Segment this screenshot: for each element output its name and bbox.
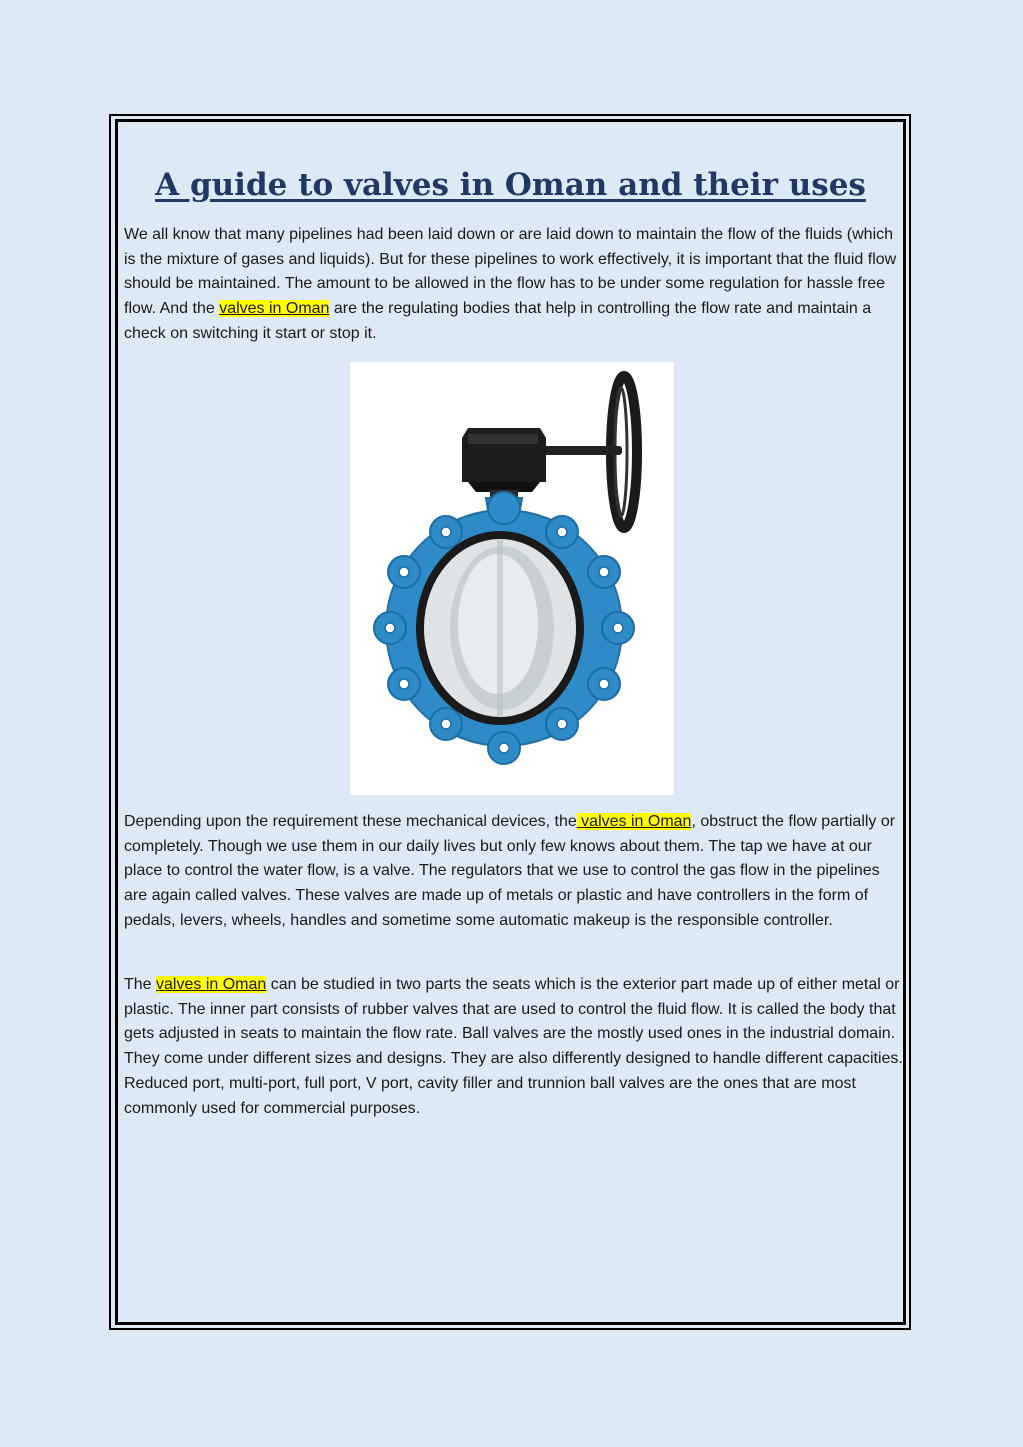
valves-in-oman-link-3[interactable]: valves in Oman (156, 976, 267, 993)
gearbox (462, 428, 546, 498)
valves-in-oman-link-1[interactable]: valves in Oman (219, 300, 330, 318)
butterfly-valve-image (350, 362, 674, 795)
valve-seat-and-disc (416, 531, 584, 725)
intro-text-before: We all know that many pipelines had been laid down or are laid down to maintain the flow of the fluids (which is the mixture of gases and liquids). But for these pipelines to work effectively, it is important that the fluid flow should be maintained. The amount to be allowed in the flow has to be under some regulation for hassle free flow. And the (124, 226, 897, 318)
parts-text-before: The (124, 976, 157, 993)
valves-in-oman-link-2[interactable]: valves in Oman (576, 813, 692, 830)
parts-text-after: can be studied in two parts the seats which is the exterior part made up of either metal or plastic. The inner part consists of rubber valves that are used to control the fluid flow. It is called the body that gets adjusted in seats to maintain the flow rate. Ball valves are the mostly used ones in the industrial domain. They come under different sizes and designs. They are also differently designed to handle different capacities. Reduced port, multi-port, full port, V port, cavity filler and trunnion ball valves are the ones that are most commonly used for commercial purposes. (124, 976, 903, 1117)
intro-text-after: are the regulating bodies that help in controlling the flow rate and maintain a check on switching it start or stop it. (124, 300, 872, 342)
butterfly-valve-icon (350, 362, 674, 795)
intro-paragraph (124, 223, 904, 347)
handwheel (540, 376, 637, 528)
page-title: A guide to valves in Oman and their uses (155, 167, 866, 203)
devices-text-before: Depending upon the requirement these mechanical devices, the (124, 813, 577, 830)
devices-paragraph (124, 810, 904, 934)
devices-text-after: , obstruct the flow partially or completely. Though we use them in our daily lives but only few knows about them. The tap we have at our place to control the water flow, is a valve. The regulators that we use to control the gas flow in the pipelines are again called valves. These valves are made up of metals or plastic and have controllers in the form of pedals, levers, wheels, handles and sometime some automatic makeup is the responsible controller. (124, 813, 896, 929)
parts-paragraph (124, 973, 904, 1121)
